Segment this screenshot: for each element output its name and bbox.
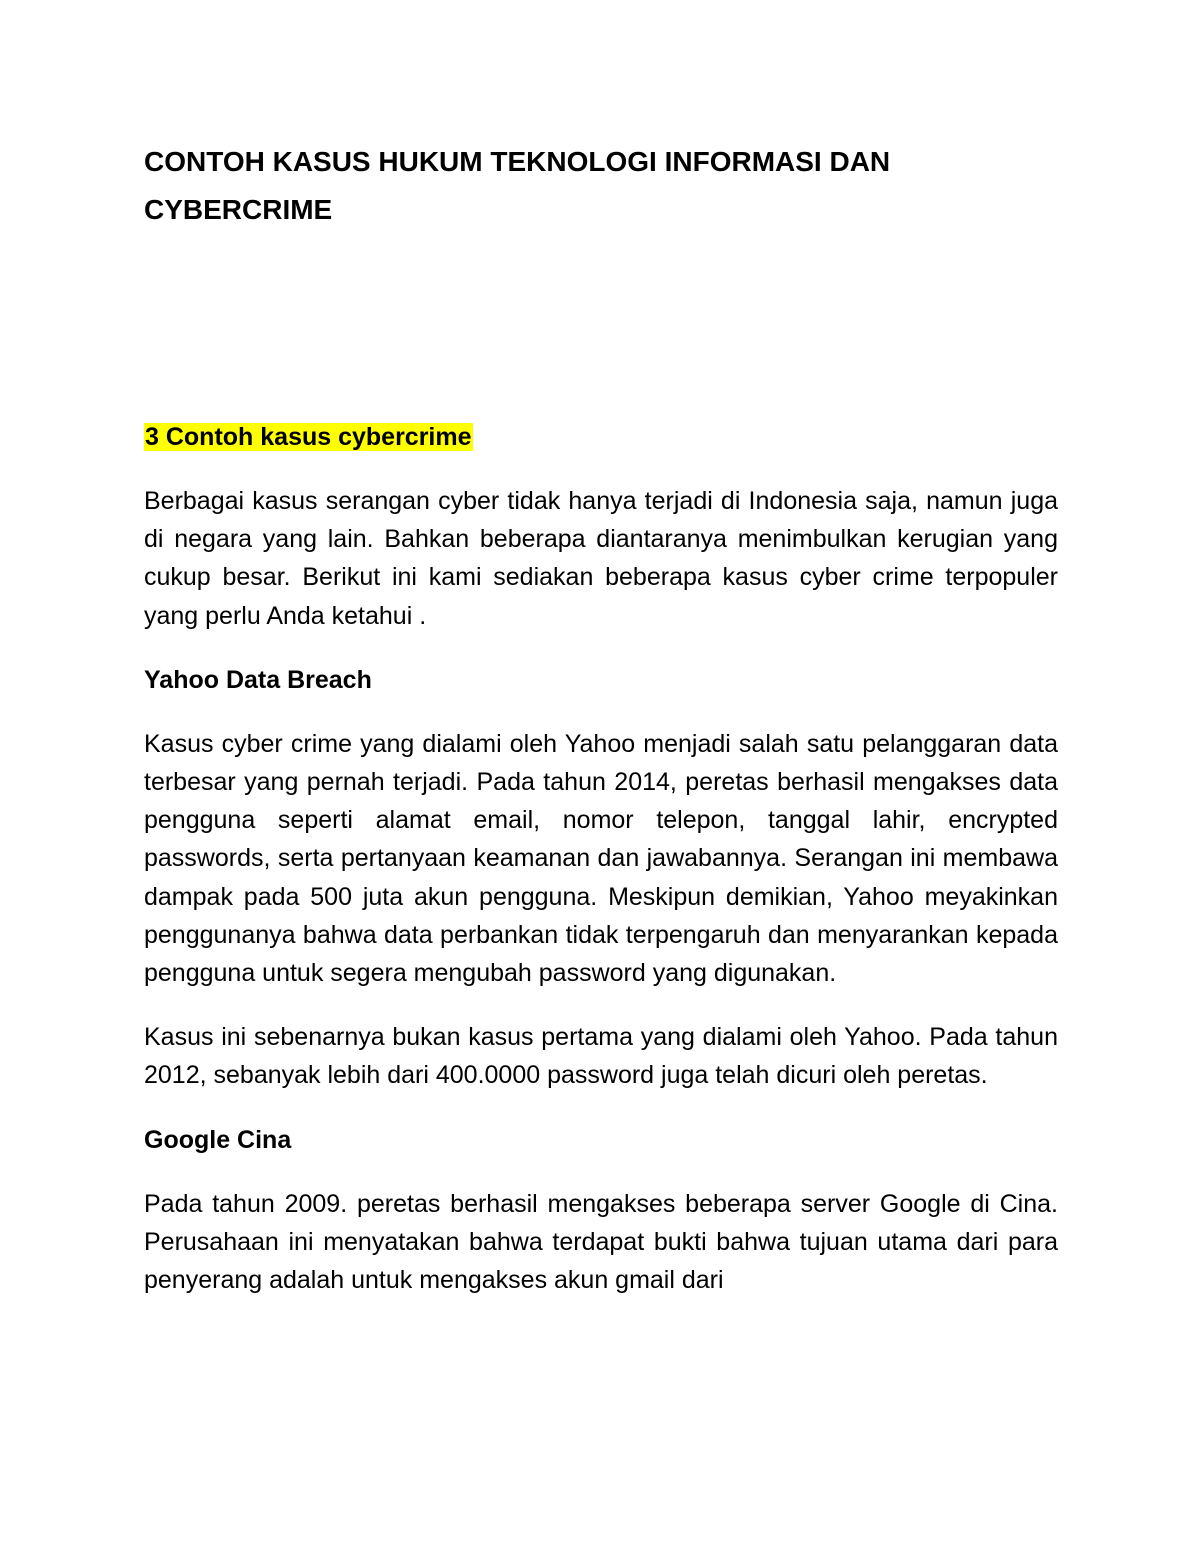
spacer [144, 1095, 1058, 1121]
google-paragraph: Pada tahun 2009. peretas berhasil mengakses beberapa server Google di Cina. Perusahaan ini menyatakan bahwa terdapat bukti bahwa tujuan utama dari para penyerang adalah untuk mengakses akun gmail dari [144, 1189, 1058, 1295]
document-title-line-2: CYBERCRIME [144, 194, 333, 225]
yahoo-paragraph-1: Kasus cyber crime yang dialami oleh Yahoo menjadi salah satu pelanggaran data terbesar yang pernah terjadi. Pada tahun 2014, peretas berhasil mengakses data pengguna seperti alamat email, nomor telepon, tanggal lahir, encrypted passwords, serta pertanyaan keamanan dan jawabannya. Serangan ini membawa dampak pada 500 juta akun pengguna. Meskipun demikian, Yahoo meyakinkan penggunanya bahwa data perbankan tidak terpengaruh dan menyarankan kepada pengguna untuk segera mengubah password yang digunakan. [144, 729, 1058, 988]
section-heading-highlighted-text: 3 Contoh kasus cybercrime [145, 423, 472, 451]
document-body [144, 138, 1058, 1299]
google-heading: Google Cina [144, 1125, 292, 1154]
spacer [144, 699, 1058, 725]
spacer [144, 992, 1058, 1018]
yahoo-heading: Yahoo Data Breach [144, 665, 372, 694]
title-spacer [144, 234, 1058, 418]
spacer [144, 635, 1058, 661]
section-heading [144, 418, 1058, 456]
spacer [144, 1159, 1058, 1185]
document-title-line-1: CONTOH KASUS HUKUM TEKNOLOGI INFORMASI DAN [144, 146, 891, 177]
intro-paragraph: Berbagai kasus serangan cyber tidak hanya terjadi di Indonesia saja, namun juga di negara yang lain. Bahkan beberapa diantaranya menimbulkan kerugian yang cukup besar. Berikut ini kami sediakan beberapa kasus cyber crime terpopuler yang perlu Anda ketahui . [144, 487, 1058, 630]
spacer [144, 456, 1058, 482]
yahoo-paragraph-2: Kasus ini sebenarnya bukan kasus pertama yang dialami oleh Yahoo. Pada tahun 2012, sebanyak lebih dari 400.0000 password juga telah dicuri oleh peretas. [144, 1023, 1058, 1090]
document-title [144, 138, 1058, 234]
